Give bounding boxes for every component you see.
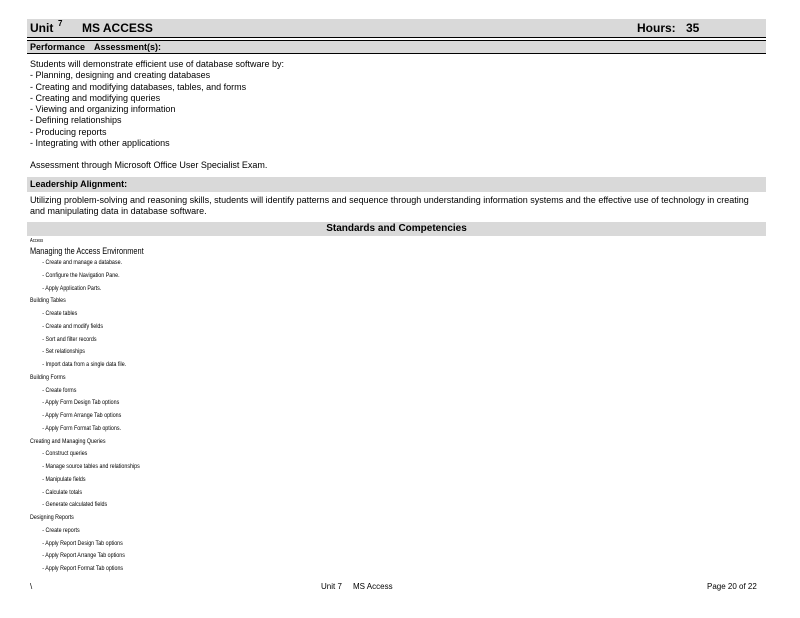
list-item: - Create reports — [42, 526, 80, 534]
unit-number: 7 — [58, 19, 63, 28]
hours-label: Hours: — [637, 21, 676, 35]
assessment-text: Assessment through Microsoft Office User Specialist Exam. — [30, 160, 268, 171]
list-item: - Manipulate fields — [42, 475, 86, 483]
performance-label: Performance — [30, 42, 86, 52]
list-item: - Create and modify fields — [42, 322, 104, 330]
standards-bar — [27, 222, 766, 236]
list-item: - Set relationships — [42, 348, 85, 356]
competency-category: Creating and Managing Queries — [30, 437, 106, 445]
performance-item: - Defining relationships — [30, 115, 122, 126]
footer-mark: \ — [30, 582, 33, 591]
list-item: - Calculate totals — [42, 488, 83, 496]
unit-title: MS ACCESS — [82, 21, 153, 35]
unit-label: Unit — [30, 21, 54, 35]
assessment-label: Assessment(s): — [94, 42, 162, 52]
list-item: - Generate calculated fields — [42, 501, 108, 509]
performance-item: - Creating and modifying queries — [30, 92, 161, 103]
performance-item: - Integrating with other applications — [30, 138, 170, 149]
competency-category: Building Forms — [30, 373, 66, 381]
performance-item: - Planning, designing and creating databases — [30, 70, 211, 81]
list-item: - Apply Form Format Tab options. — [42, 424, 122, 432]
leadership-text: Utilizing problem-solving and reasoning skills, students will identify patterns and sequence through understanding information systems and the effective use of technology in creating and manipulating data in database software. — [30, 195, 749, 217]
competency-category: Designing Reports — [30, 514, 74, 521]
performance-item: - Creating and modifying databases, tables, and forms — [30, 81, 247, 92]
list-item: - Create and manage a database. — [42, 259, 123, 266]
access-small-heading: Access — [30, 238, 44, 244]
performance-assessment-bar — [27, 40, 766, 54]
list-item: - Sort and filter records — [42, 335, 97, 343]
list-item: - Create forms — [42, 386, 77, 394]
competency-heading: Managing the Access Environment — [30, 246, 144, 256]
list-item: - Apply Report Arrange Tab options — [42, 552, 125, 560]
list-item: - Apply Application Parts. — [42, 284, 102, 292]
list-item: - Apply Form Design Tab options — [42, 399, 120, 407]
list-item: - Create tables — [42, 310, 78, 317]
list-item: - Import data from a single data file. — [42, 361, 127, 368]
list-item: - Manage source tables and relationships — [42, 463, 140, 470]
hours-value: 35 — [686, 21, 700, 35]
standards-label: Standards and Competencies — [326, 223, 467, 234]
list-item: - Apply Form Arrange Tab options — [42, 412, 122, 419]
competencies-list — [30, 237, 144, 576]
list-item: - Configure the Navigation Pane. — [42, 271, 120, 279]
leadership-label: Leadership Alignment: — [30, 179, 128, 189]
performance-item: - Viewing and organizing information — [30, 104, 176, 115]
unit-header-bar — [27, 19, 766, 38]
performance-body — [30, 59, 765, 172]
list-item: - Construct queries — [42, 450, 88, 458]
leadership-bar — [27, 177, 766, 192]
list-item: - Apply Report Format Tab options — [42, 565, 124, 572]
list-item: - Apply Report Design Tab options — [42, 539, 123, 547]
footer-unit: Unit 7 MS Access — [321, 582, 393, 591]
performance-item: - Producing reports — [30, 126, 107, 137]
page-number: Page 20 of 22 — [707, 582, 757, 591]
competency-category: Building Tables — [30, 297, 66, 305]
performance-intro: Students will demonstrate efficient use of database software by: — [30, 59, 284, 69]
